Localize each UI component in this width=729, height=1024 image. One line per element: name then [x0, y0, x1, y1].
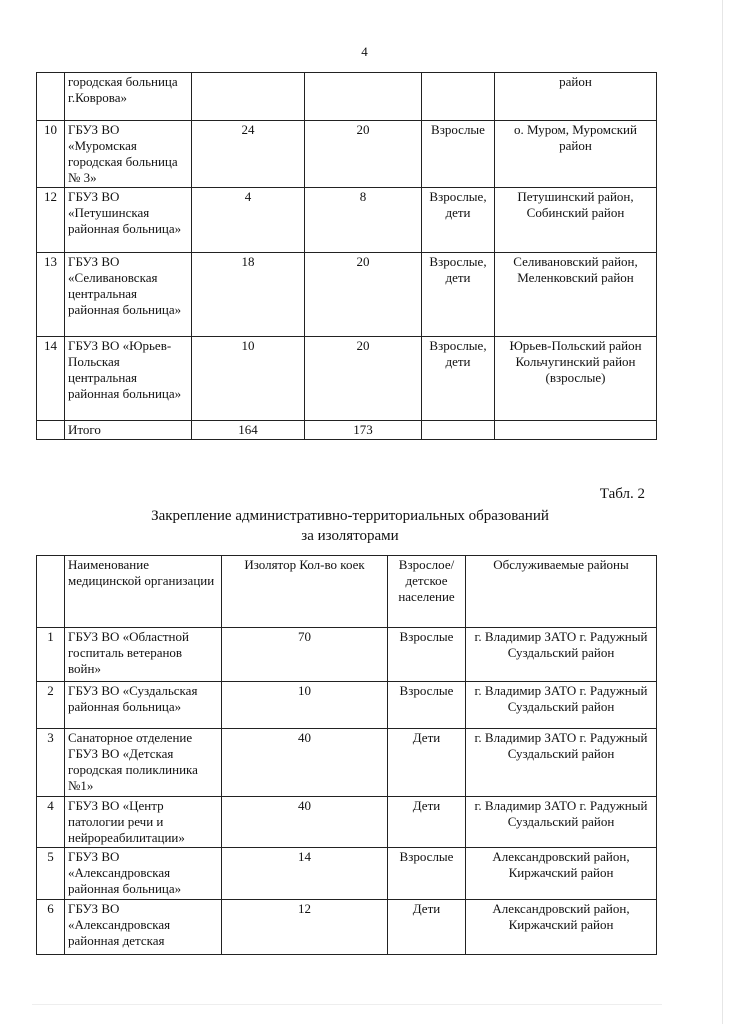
row-number: 4 — [37, 797, 65, 848]
total-beds-b: 173 — [305, 421, 422, 440]
table-row — [37, 628, 657, 682]
row-number: 14 — [37, 337, 65, 421]
table-row — [37, 188, 657, 253]
served-areas: Селивановский район, Меленковский район — [495, 253, 657, 337]
header-population: Взрослое/ детское население — [388, 556, 466, 628]
header-beds: Изолятор Кол-во коек — [222, 556, 388, 628]
beds: 70 — [222, 628, 388, 682]
page-number: 4 — [361, 44, 368, 59]
beds-a: 24 — [192, 121, 305, 188]
page-edge — [722, 0, 723, 1024]
beds-b — [305, 73, 422, 121]
organization-name: ГБУЗ ВО «Суздальская районная больница» — [65, 682, 222, 729]
table-row — [37, 73, 657, 121]
beds: 10 — [222, 682, 388, 729]
table-2 — [36, 555, 657, 955]
beds: 14 — [222, 848, 388, 900]
organization-name: городская больница г.Коврова» — [65, 73, 192, 121]
population: Взрослые, дети — [422, 188, 495, 253]
row-number: 1 — [37, 628, 65, 682]
table-row — [37, 682, 657, 729]
beds: 40 — [222, 797, 388, 848]
table-row — [37, 337, 657, 421]
served-areas — [495, 421, 657, 440]
header-name: Наименование медицинской организации — [65, 556, 222, 628]
population: Дети — [388, 900, 466, 955]
beds: 40 — [222, 729, 388, 797]
row-number: 3 — [37, 729, 65, 797]
beds-a — [192, 73, 305, 121]
organization-name: ГБУЗ ВО «Муромская городская больница № 3» — [65, 121, 192, 188]
total-label: Итого — [65, 421, 192, 440]
total-row — [37, 421, 657, 440]
table-row — [37, 253, 657, 337]
organization-name: ГБУЗ ВО «Областной госпиталь ветеранов войн» — [65, 628, 222, 682]
population — [422, 421, 495, 440]
population: Взрослые — [388, 848, 466, 900]
organization-name: ГБУЗ ВО «Селивановская центральная районная больница» — [65, 253, 192, 337]
beds-b: 20 — [305, 253, 422, 337]
total-beds-a: 164 — [192, 421, 305, 440]
organization-name: Санаторное отделение ГБУЗ ВО «Детская городская поликлиника №1» — [65, 729, 222, 797]
population: Взрослые, дети — [422, 337, 495, 421]
served-areas: о. Муром, Муромский район — [495, 121, 657, 188]
row-number: 2 — [37, 682, 65, 729]
row-number: 12 — [37, 188, 65, 253]
table-row — [37, 848, 657, 900]
served-areas: район — [495, 73, 657, 121]
table-row — [37, 900, 657, 955]
organization-name: ГБУЗ ВО «Александровская районная больница» — [65, 848, 222, 900]
table-2-label: Табл. 2 — [599, 486, 645, 502]
table-row — [37, 729, 657, 797]
served-areas: г. Владимир ЗАТО г. Радужный Суздальский район — [466, 682, 657, 729]
row-number — [37, 556, 65, 628]
page-bottom-edge — [32, 1004, 662, 1005]
row-number: 10 — [37, 121, 65, 188]
population: Взрослые, дети — [422, 253, 495, 337]
beds: 12 — [222, 900, 388, 955]
table-header-row — [37, 556, 657, 628]
beds-b: 20 — [305, 121, 422, 188]
beds-a: 18 — [192, 253, 305, 337]
served-areas: г. Владимир ЗАТО г. Радужный Суздальский район — [466, 729, 657, 797]
table-1 — [36, 72, 657, 440]
beds-a: 10 — [192, 337, 305, 421]
organization-name: ГБУЗ ВО «Петушинская районная больница» — [65, 188, 192, 253]
served-areas: Петушинский район, Собинский район — [495, 188, 657, 253]
row-number — [37, 421, 65, 440]
served-areas: г. Владимир ЗАТО г. Радужный Суздальский район — [466, 797, 657, 848]
served-areas: Юрьев-Польский район Кольчугинский район (взрослые) — [495, 337, 657, 421]
table-2-title-line-2: за изоляторами — [301, 528, 399, 544]
population: Дети — [388, 797, 466, 848]
population: Взрослые — [388, 682, 466, 729]
organization-name: ГБУЗ ВО «Юрьев-Польская центральная районная больница» — [65, 337, 192, 421]
beds-b: 8 — [305, 188, 422, 253]
beds-b: 20 — [305, 337, 422, 421]
row-number — [37, 73, 65, 121]
row-number: 6 — [37, 900, 65, 955]
table-row — [37, 121, 657, 188]
population — [422, 73, 495, 121]
header-areas: Обслуживаемые районы — [466, 556, 657, 628]
row-number: 13 — [37, 253, 65, 337]
table-row — [37, 797, 657, 848]
row-number: 5 — [37, 848, 65, 900]
population: Взрослые — [422, 121, 495, 188]
population: Взрослые — [388, 628, 466, 682]
beds-a: 4 — [192, 188, 305, 253]
served-areas: Александровский район, Киржачский район — [466, 900, 657, 955]
population: Дети — [388, 729, 466, 797]
table-2-title — [0, 506, 700, 546]
table-2-title-line-1: Закрепление административно-территориальных образований — [151, 508, 549, 524]
served-areas: г. Владимир ЗАТО г. Радужный Суздальский район — [466, 628, 657, 682]
served-areas: Александровский район, Киржачский район — [466, 848, 657, 900]
organization-name: ГБУЗ ВО «Центр патологии речи и нейрореабилитации» — [65, 797, 222, 848]
organization-name: ГБУЗ ВО «Александровская районная детская — [65, 900, 222, 955]
